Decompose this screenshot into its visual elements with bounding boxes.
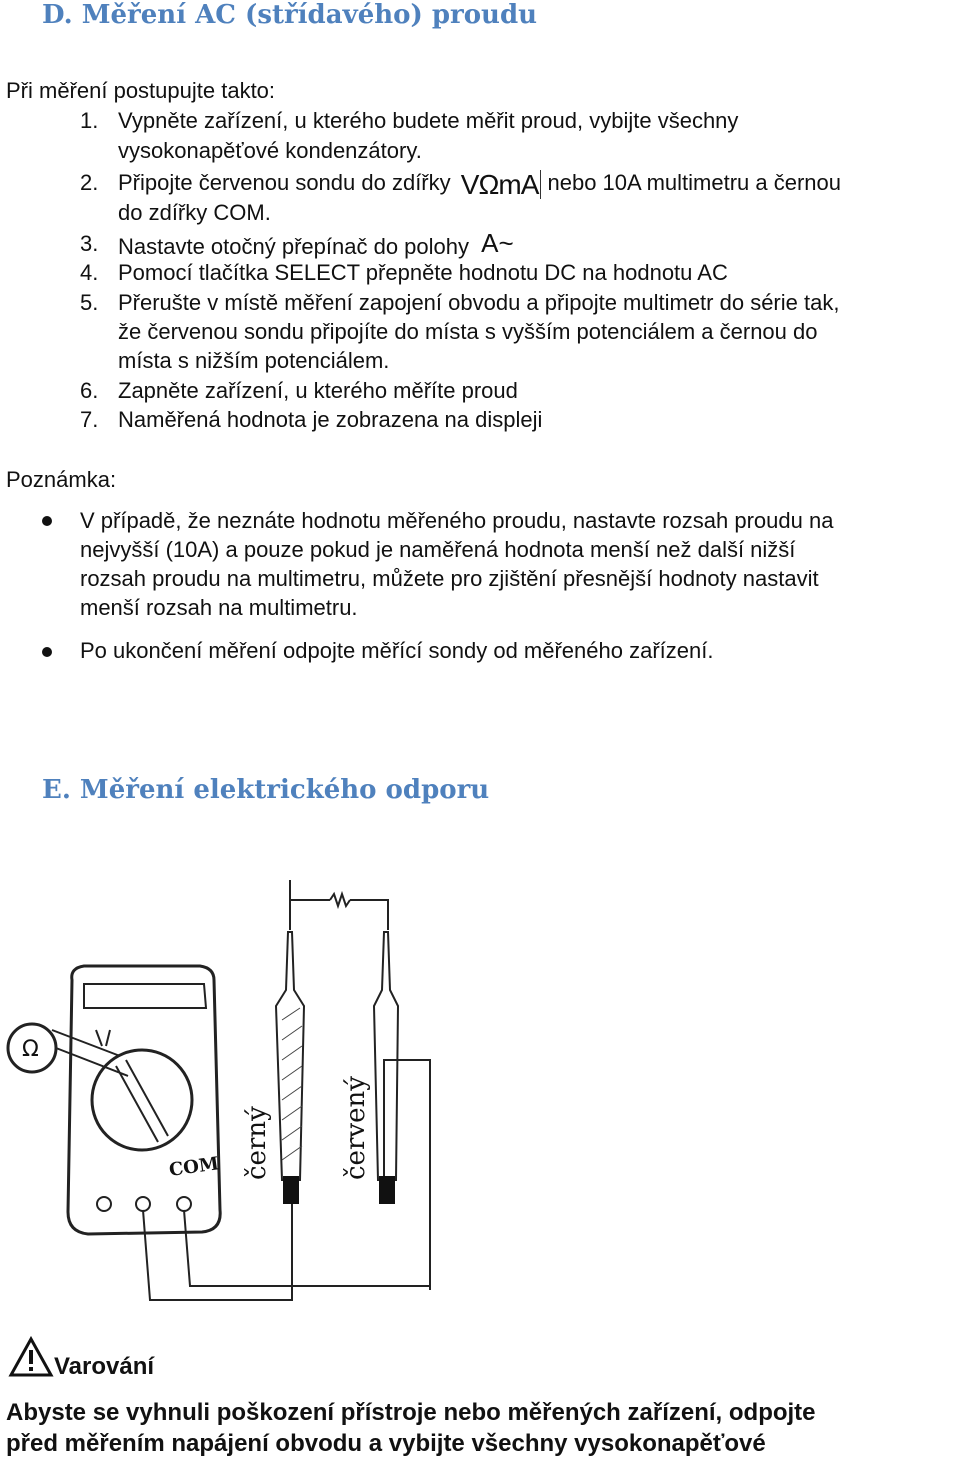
ac-current-symbol-icon: A~ — [481, 228, 514, 258]
step-5-number: 5. — [80, 290, 99, 315]
step-3-line — [118, 229, 514, 261]
section-e-heading: E. Měření elektrického odporu — [42, 775, 490, 805]
note-2-bullet — [42, 647, 52, 657]
warning-line-1: Abyste se vyhnuli poškození přístroje nebo měřených zařízení, odpojte — [6, 1399, 816, 1426]
note-label: Poznámka: — [6, 467, 117, 492]
note-1-line-4: menší rozsah na multimetru. — [80, 595, 358, 620]
note-1-line-2: nejvyšší (10A) a pouze pokud je naměřená hodnota menší než další nižší — [80, 537, 796, 562]
note-1-line-1: V případě, že neznáte hodnotu měřeného proudu, nastavte rozsah proudu na — [80, 508, 834, 533]
red-lead — [184, 1060, 430, 1290]
step-1-line-1: Vypněte zařízení, u kterého budete měřit proud, vybijte všechny — [118, 108, 739, 133]
step-2-line-1 — [118, 168, 841, 199]
step-4-text: Pomocí tlačítka SELECT přepněte hodnotu DC na hodnotu AC — [118, 260, 728, 285]
step-3-text: Nastavte otočný přepínač do polohy — [118, 234, 470, 259]
resistor-icon — [330, 894, 350, 906]
step-2-line-2: do zdířky COM. — [118, 200, 271, 225]
jack-com — [136, 1197, 150, 1211]
black-probe-label: černý — [242, 1106, 272, 1180]
step-5-line-3: místa s nižším potenciálem. — [118, 348, 390, 373]
red-probe-label: červený — [341, 1076, 371, 1180]
intro-text: Při měření postupujte takto: — [6, 78, 276, 103]
step-6-text: Zapněte zařízení, u kterého měříte proud — [118, 378, 518, 403]
step-3-number: 3. — [80, 231, 99, 256]
step-4-number: 4. — [80, 260, 99, 285]
multimeter-diagram — [0, 880, 460, 1310]
step-5-line-2: že červenou sondu připojíte do místa s vyšším potenciálem a černou do — [118, 319, 818, 344]
vomA-symbol-icon: VΩmA — [461, 170, 542, 199]
warning-title: Varování — [54, 1353, 155, 1380]
ohm-icon: Ω — [22, 1037, 39, 1062]
step-2-text-b: nebo 10A multimetru a černou — [547, 170, 842, 195]
note-2-line-1: Po ukončení měření odpojte měřící sondy od měřeného zařízení. — [80, 638, 714, 663]
jack-left — [97, 1197, 111, 1211]
warning-triangle-icon — [8, 1336, 54, 1378]
step-5-line-1: Přerušte v místě měření zapojení obvodu a připojte multimetr do série tak, — [118, 290, 840, 315]
jack-right — [177, 1197, 191, 1211]
com-label: COM — [167, 1153, 221, 1181]
note-1-bullet — [42, 516, 52, 526]
step-7-number: 7. — [80, 407, 99, 432]
note-1-line-3: rozsah proudu na multimetru, můžete pro zjištění přesnější hodnoty nastavit — [80, 566, 819, 591]
step-7-text: Naměřená hodnota je zobrazena na displeji — [118, 407, 543, 432]
section-d-heading: D. Měření AC (střídavého) proudu — [42, 0, 538, 30]
step-1-number: 1. — [80, 108, 99, 133]
step-2-number: 2. — [80, 170, 99, 195]
rotary-dial — [92, 1050, 192, 1150]
step-1-line-2: vysokonapěťové kondenzátory. — [118, 138, 422, 163]
step-6-number: 6. — [80, 378, 99, 403]
warning-line-2: před měřením napájení obvodu a vybijte všechny vysokonapěťové — [6, 1430, 766, 1457]
step-2-text-a: Připojte červenou sondu do zdířky — [118, 170, 451, 195]
